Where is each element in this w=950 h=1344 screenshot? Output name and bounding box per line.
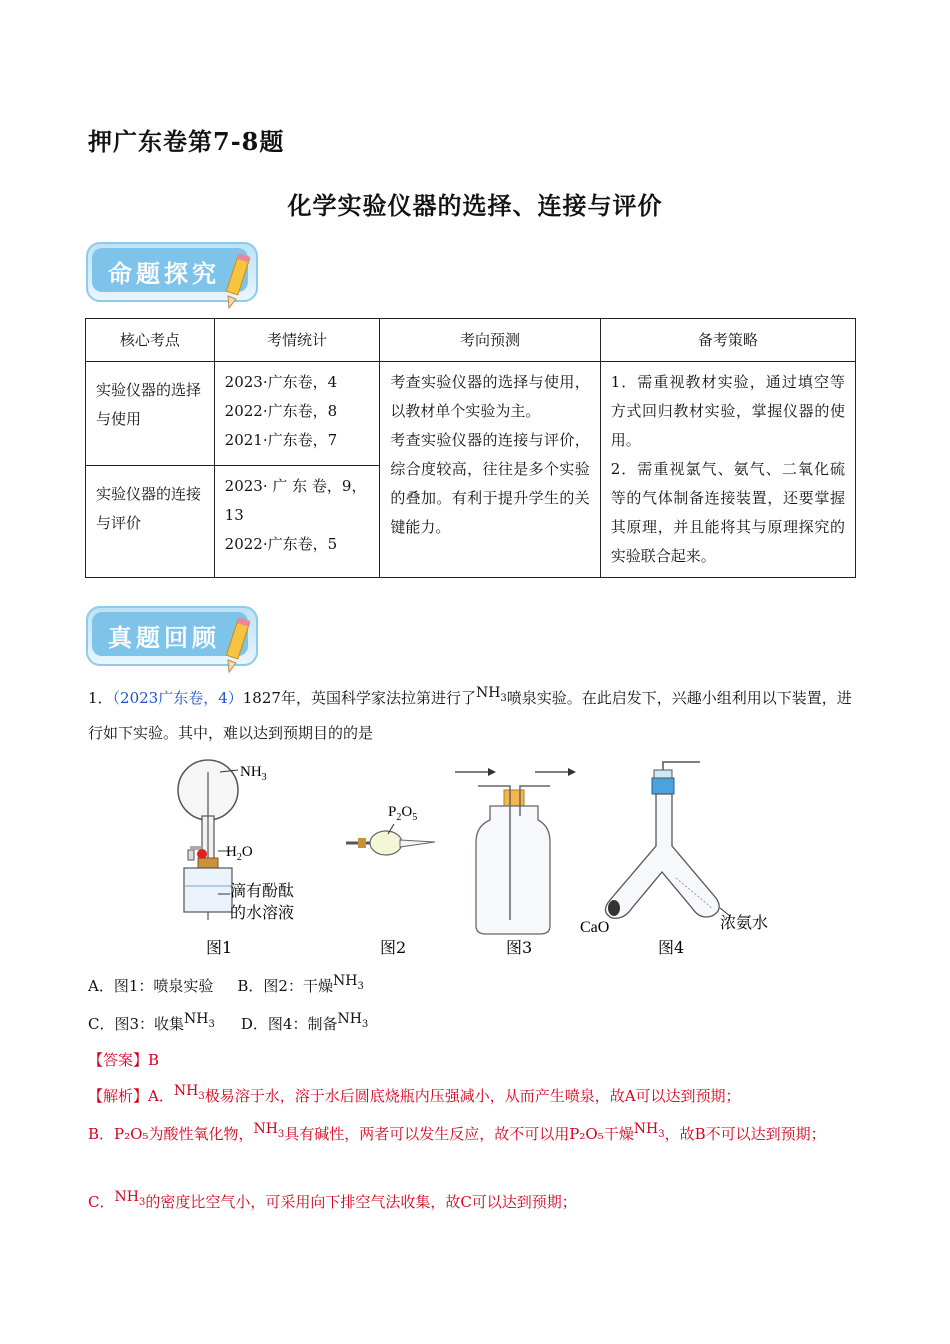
banner-label: 真题回顾 (108, 624, 220, 652)
formula-nh3: $NH_3$ (184, 1011, 215, 1030)
stat-line: 2023·广东卷，4 (224, 373, 338, 391)
analysis-c: C．$NH_3$的密度比空气小，可采用向下排空气法收集，故C可以达到预期； (88, 1189, 577, 1211)
table-cell-topic: 实验仪器的选择与使用 (86, 362, 215, 466)
answer-line: 【答案】B (88, 1051, 160, 1069)
pencil-icon (218, 616, 262, 676)
stat-line: 2021·广东卷，7 (224, 431, 338, 449)
label-fig3: 图3 (506, 938, 533, 957)
option-c: C．图3：收集 (88, 1015, 185, 1033)
analysis-a: 【解析】A．$NH_3$极易溶于水，溶于水后圆底烧瓶内压强减小，从而产生喷泉，故A可以达到预期； (88, 1083, 741, 1105)
exam-analysis-table (85, 318, 856, 578)
option-b: B．图2：干燥 (237, 977, 333, 995)
apparatus-figure (160, 750, 800, 962)
section-banner-zhenti (86, 602, 266, 674)
table-header: 备考策略 (600, 319, 855, 362)
analysis-b: B．P₂O₅为酸性氧化物，$NH_3$具有碱性，两者可以发生反应，故不可以用P₂O₅干燥$NH_3$，故B不可以达到预期； (88, 1121, 826, 1143)
stat-line: 2023· 广 东 卷，9，13 (224, 477, 367, 524)
label-fig1: 图1 (206, 938, 233, 957)
stem-text: 1827年，英国科学家法拉第进行了 (242, 689, 476, 707)
label-indicator-2: 的水溶液 (230, 903, 295, 922)
options-row-2 (88, 1010, 858, 1045)
table-header: 考向预测 (380, 319, 600, 362)
label-h2o: $H_2O$ (226, 844, 253, 863)
stem-text: 喷泉实验。在此启发下，兴趣小组利用以下装置，进行如下实验。其中，难以达到预期目的的是 (88, 689, 852, 742)
table-cell-strategy (600, 362, 855, 578)
formula-nh3: $NH_3$ (475, 685, 507, 704)
question-stem (88, 684, 858, 748)
option-d: D．图4：制备 (240, 1015, 338, 1033)
page-subtitle: 化学实验仪器的选择、连接与评价 (287, 191, 663, 220)
table-cell-topic: 实验仪器的连接与评价 (86, 466, 215, 578)
table-cell-prediction (380, 362, 600, 578)
stat-line: 2022·广东卷，5 (224, 535, 338, 553)
label-nh3: $NH_3$ (240, 764, 267, 783)
formula-nh3: $NH_3$ (332, 973, 364, 992)
banner-label: 命题探究 (108, 260, 220, 288)
table-cell-stats (214, 466, 380, 578)
table-header: 考情统计 (214, 319, 380, 362)
stat-line: 2022·广东卷，8 (224, 402, 338, 420)
page-title: 押广东卷第7-8题 (88, 127, 285, 156)
label-ammonia: 浓氨水 (720, 913, 769, 932)
question-source: （2023广东卷，4） (112, 689, 243, 707)
table-header: 核心考点 (86, 319, 215, 362)
strategy-text: 1．需重视教材实验，通过填空等方式回归教材实验，掌握仪器的使用。 (610, 373, 845, 449)
options-row-1 (88, 972, 858, 1007)
label-fig2: 图2 (380, 938, 407, 957)
label-fig4: 图4 (658, 938, 685, 957)
prediction-text: 考查实验仪器的连接与评价，综合度较高，往往是多个实验的叠加。有利于提升学生的关键能力。 (390, 431, 590, 536)
section-banner-mingti (86, 238, 266, 310)
strategy-text: 2．需重视氯气、氨气、二氧化硫等的气体制备连接装置，还要掌握其原理，并且能将其与原理探究的实验联合起来。 (610, 460, 845, 565)
label-indicator-1: 滴有酚酞 (230, 881, 295, 900)
label-p2o5: $P_2O_5$ (388, 804, 418, 823)
label-cao: CaO (580, 919, 610, 936)
question-number: 1． (88, 689, 113, 707)
table-cell-stats (214, 362, 380, 466)
prediction-text: 考查实验仪器的选择与使用，以教材单个实验为主。 (390, 373, 590, 420)
formula-nh3: $NH_3$ (337, 1011, 369, 1030)
pencil-icon (218, 252, 262, 312)
option-a: A．图1：喷泉实验 (88, 977, 214, 995)
